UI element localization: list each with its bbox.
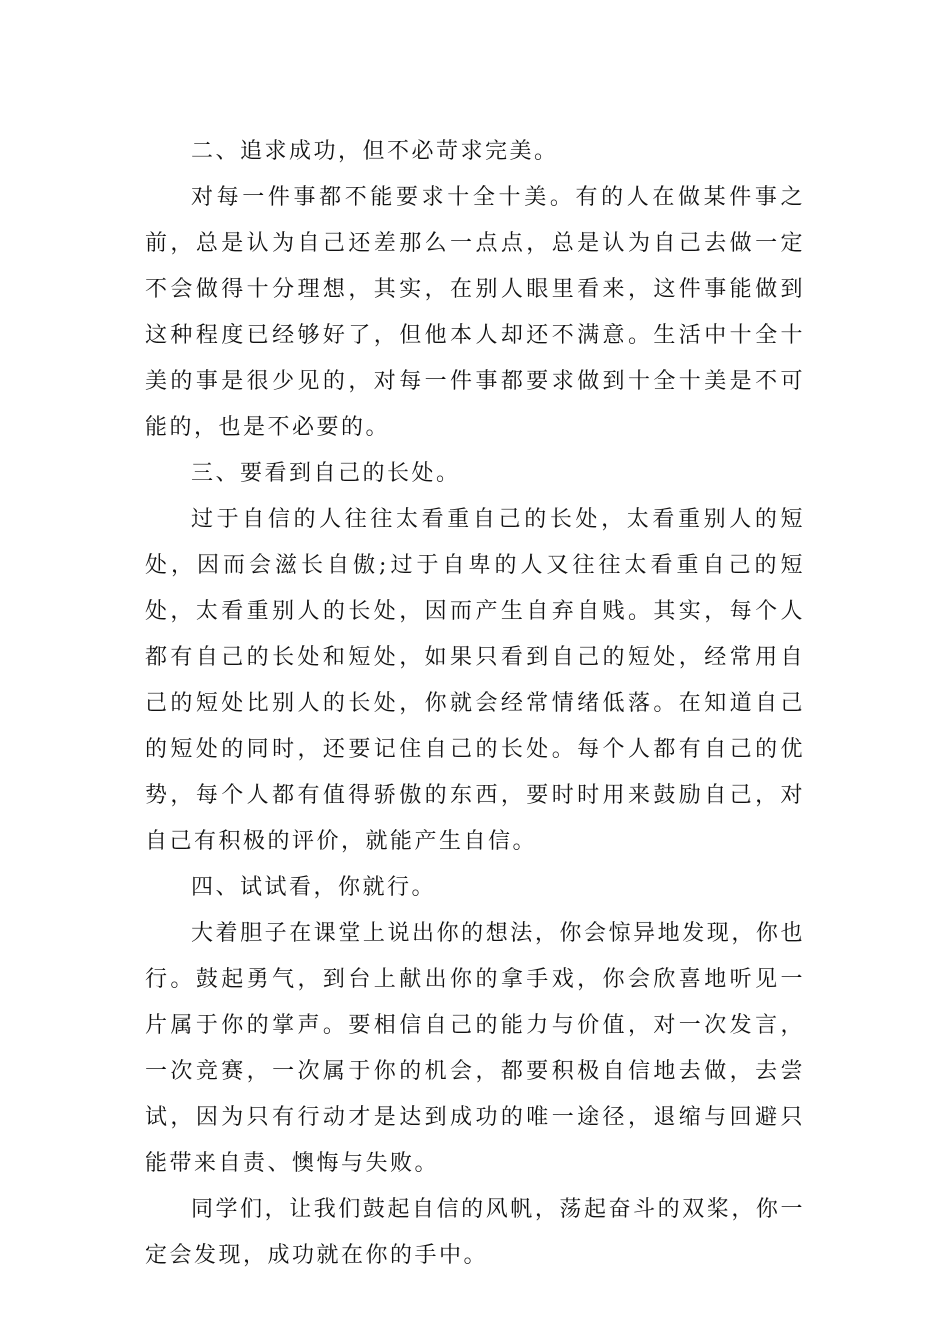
- section-heading-3: 三、要看到自己的长处。: [191, 461, 461, 486]
- paragraph: 对每一件事都不能要求十全十美。有的人在做某件事之前，总是认为自己还差那么一点点，总是认为自己去做一定不会做得十分理想，其实，在别人眼里看来，这件事能做到这种程度已经够好了，但他本人却还不满意。生活中十全十美的事是很少见的，对每一件事都要求做到十全十美是不可能的，也是不必要的。: [145, 185, 805, 440]
- closing-paragraph: 同学们，让我们鼓起自信的风帆，荡起奋斗的双桨，你一定会发现，成功就在你的手中。: [145, 1197, 805, 1268]
- document-body: [145, 129, 805, 1279]
- paragraph: 过于自信的人往往太看重自己的长处，太看重别人的短处，因而会滋长自傲;过于自卑的人又往往太看重自己的短处，太看重别人的长处，因而产生自弃自贱。其实，每个人都有自己的长处和短处，如果只看到自己的短处，经常用自己的短处比别人的长处，你就会经常情绪低落。在知道自己的短处的同时，还要记住自己的长处。每个人都有自己的优势，每个人都有值得骄傲的东西，要时时用来鼓励自己，对自己有积极的评价，就能产生自信。: [145, 507, 805, 854]
- section-heading-2: 二、追求成功，但不必苛求完美。: [191, 139, 559, 164]
- section-heading-4: 四、试试看，你就行。: [191, 875, 437, 900]
- paragraph: 大着胆子在课堂上说出你的想法，你会惊异地发现，你也行。鼓起勇气，到台上献出你的拿手戏，你会欣喜地听见一片属于你的掌声。要相信自己的能力与价值，对一次发言，一次竞赛，一次属于你的机会，都要积极自信地去做，去尝试，因为只有行动才是达到成功的唯一途径，退缩与回避只能带来自责、懊悔与失败。: [145, 921, 805, 1176]
